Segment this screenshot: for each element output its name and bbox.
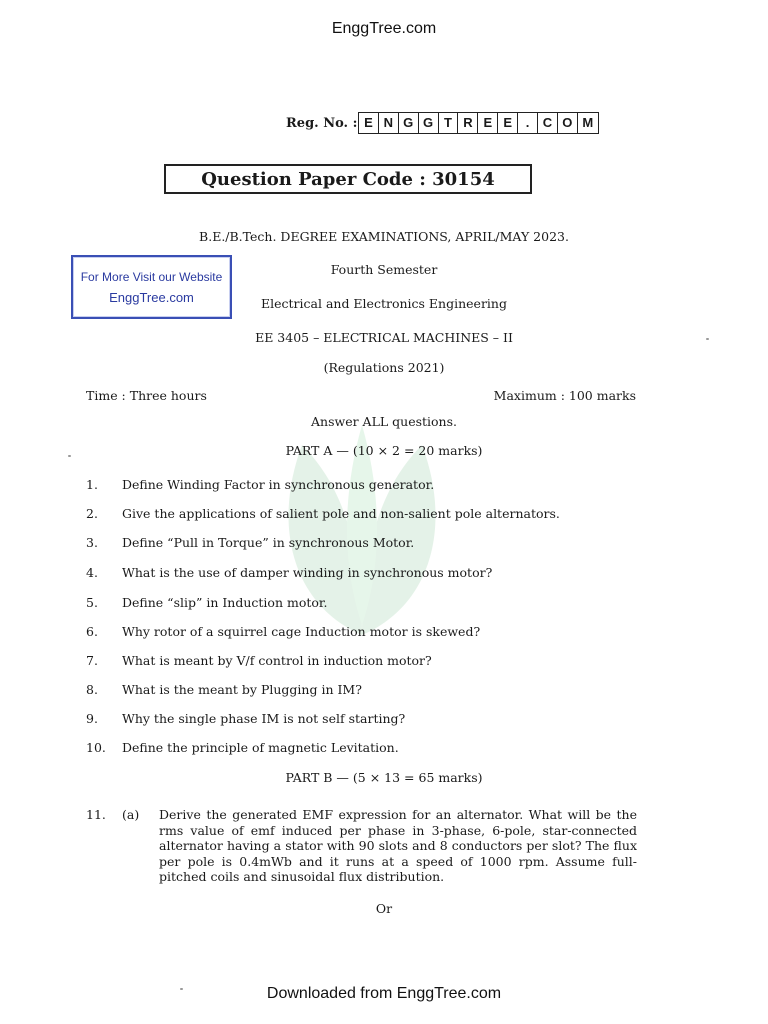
question-number: 5. xyxy=(86,595,98,610)
max-marks: Maximum : 100 marks xyxy=(493,388,636,403)
semester: Fourth Semester xyxy=(330,262,438,277)
regulations: (Regulations 2021) xyxy=(323,360,445,375)
question-number: 2. xyxy=(86,506,98,521)
instruction: Answer ALL questions. xyxy=(311,414,457,429)
reg-no-box: E xyxy=(359,113,379,133)
question-number: 3. xyxy=(86,535,98,550)
question-text: Why rotor of a squirrel cage Induction motor is skewed? xyxy=(122,624,481,639)
question-number: 9. xyxy=(86,711,98,726)
part-a-heading: PART A — (10 × 2 = 20 marks) xyxy=(285,443,483,458)
question-text: Define “Pull in Torque” in synchronous Motor. xyxy=(122,535,415,550)
question-text: Give the applications of salient pole and non-salient pole alternators. xyxy=(122,506,560,521)
site-header: EnggTree.com xyxy=(331,20,437,37)
question-number: 7. xyxy=(86,653,98,668)
question-text: What is the use of damper winding in synchronous motor? xyxy=(122,565,493,580)
scan-speck xyxy=(180,988,183,990)
reg-no-box: R xyxy=(458,113,478,133)
part-b-heading: PART B — (5 × 13 = 65 marks) xyxy=(285,770,483,785)
reg-no-box: . xyxy=(518,113,538,133)
reg-no-boxes xyxy=(358,112,599,134)
reg-no-box: T xyxy=(439,113,459,133)
course-title: EE 3405 – ELECTRICAL MACHINES – II xyxy=(255,330,513,345)
scan-speck xyxy=(68,455,71,457)
reg-no-box: N xyxy=(379,113,399,133)
question-text: Define “slip” in Induction motor. xyxy=(122,595,328,610)
question-text: Why the single phase IM is not self starting? xyxy=(122,711,406,726)
question-text: Define the principle of magnetic Levitation. xyxy=(122,740,399,755)
website-promo-line1: For More Visit our Website xyxy=(80,270,223,284)
site-footer: Downloaded from EnggTree.com xyxy=(266,985,502,1002)
exam-duration: Time : Three hours xyxy=(86,388,207,403)
reg-no-box: E xyxy=(498,113,518,133)
reg-no-box: M xyxy=(582,115,594,130)
question-paper-code: Question Paper Code : 30154 xyxy=(164,164,532,194)
reg-no-box: G xyxy=(419,113,439,133)
scan-speck xyxy=(706,338,709,340)
question-number: 8. xyxy=(86,682,98,697)
reg-no-box: G xyxy=(399,113,419,133)
or-separator: Or xyxy=(375,901,393,916)
question-number: 11. xyxy=(86,807,106,822)
reg-no-box: C xyxy=(538,113,558,133)
question-text: What is the meant by Plugging in IM? xyxy=(122,682,362,697)
exam-title: B.E./B.Tech. DEGREE EXAMINATIONS, APRIL/MAY 2023. xyxy=(199,229,569,244)
question-number: 1. xyxy=(86,477,98,492)
question-number: 6. xyxy=(86,624,98,639)
reg-no-label: Reg. No. : xyxy=(286,116,358,131)
question-text: Define Winding Factor in synchronous generator. xyxy=(122,477,435,492)
question-subpart: (a) xyxy=(122,807,140,822)
question-number: 4. xyxy=(86,565,98,580)
website-promo-link[interactable]: EnggTree.com xyxy=(109,290,194,305)
question-text: Derive the generated EMF expression for an alternator. What will be the rms value of emf induced per phase in 3-phase, 6-pole, star-connected alternator having a stator with 90 slots and 8 conductors per slot? The flux per pole is 0.4mWb and it runs at a speed of 1000 rpm. Assume full-pitched coils and sinusoidal flux distribution. xyxy=(159,807,637,885)
branch: Electrical and Electronics Engineering xyxy=(261,296,507,311)
question-number: 10. xyxy=(86,740,106,755)
reg-no-box: E xyxy=(478,113,498,133)
question-text: What is meant by V/f control in induction motor? xyxy=(122,653,432,668)
reg-no-box: O xyxy=(558,113,578,133)
